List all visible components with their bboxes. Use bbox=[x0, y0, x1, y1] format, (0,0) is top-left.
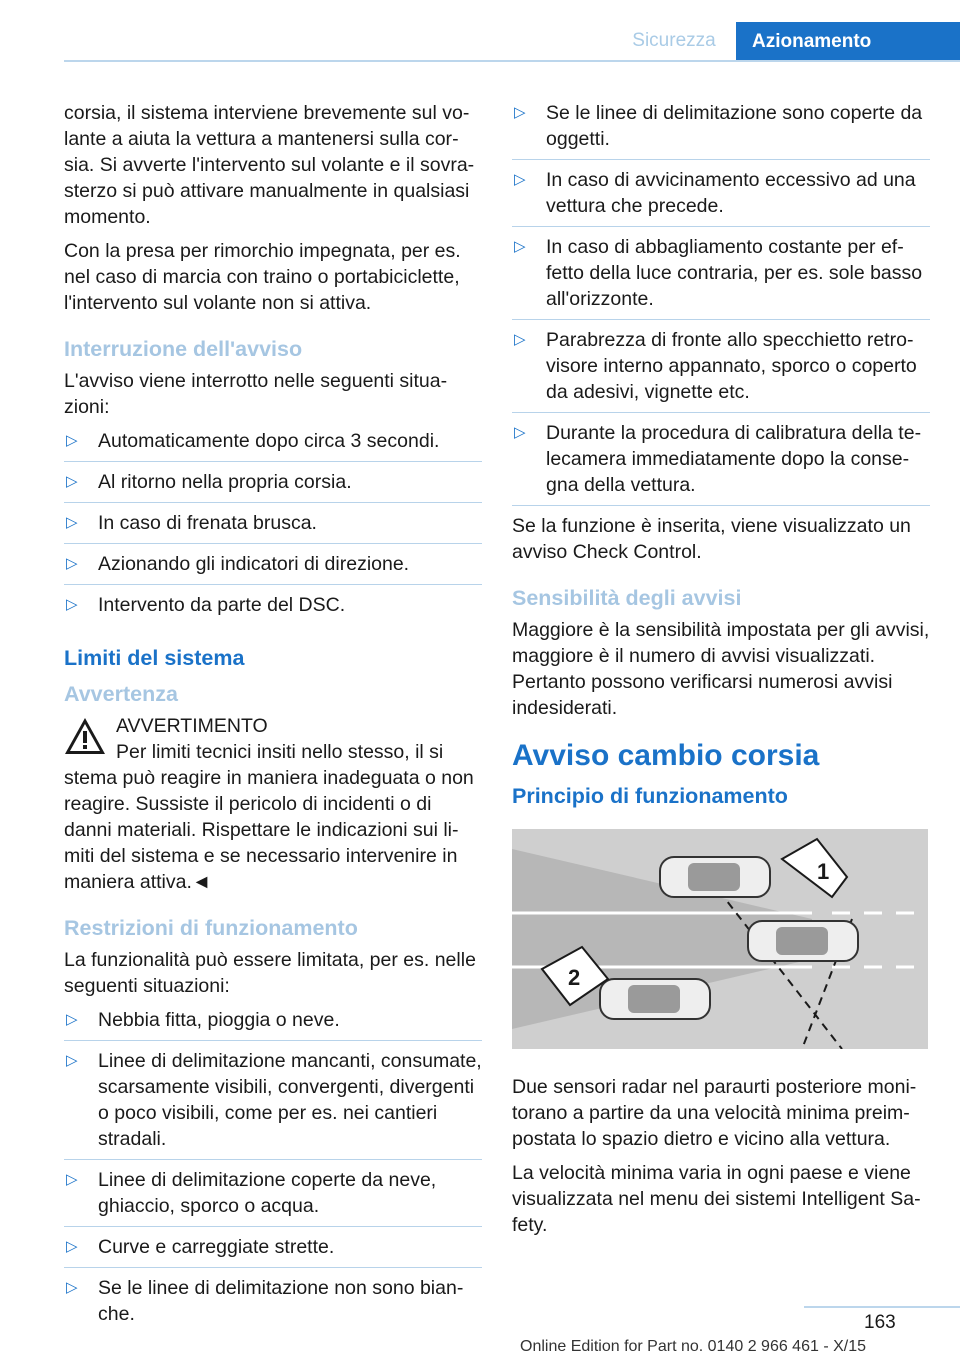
right-column bbox=[512, 100, 930, 1246]
heading-sensibilita: Sensibilità degli avvisi bbox=[512, 586, 742, 610]
paragraph: L'avviso viene interrotto nelle seguenti situazioni: bbox=[64, 370, 448, 418]
list-item: ▷ Curve e carreggiate strette. bbox=[64, 1234, 482, 1268]
heading-principio: Principio di funzionamento bbox=[512, 784, 788, 808]
list-item: ▷ Se le linee di delimitazione non sono bianche. bbox=[64, 1275, 482, 1334]
heading-interruzione: Interruzione dell'avviso bbox=[64, 337, 303, 361]
warning-box bbox=[64, 713, 482, 765]
car-icon bbox=[660, 857, 770, 897]
list-restrizioni bbox=[64, 1007, 482, 1334]
page-number: 163 bbox=[864, 1312, 896, 1333]
list-item: ▷ Nebbia fitta, pioggia o neve. bbox=[64, 1007, 482, 1041]
header-section: Sicurezza bbox=[632, 30, 716, 51]
list-item: ▷ Se le linee di delimitazione sono coperte da oggetti. bbox=[512, 100, 930, 160]
list-item: ▷ Linee di delimitazione mancanti, consumate, scarsamente visibili, convergenti, divergenti o poco visibili, come per es. nei cantieri stradali. bbox=[64, 1048, 482, 1160]
list-item: ▷ Linee di delimitazione coperte da neve, ghiaccio, sporco o acqua. bbox=[64, 1167, 482, 1227]
lane-change-diagram bbox=[512, 829, 928, 1049]
list-item: ▷ Al ritorno nella propria corsia. bbox=[64, 469, 482, 503]
paragraph: Con la presa per rimorchio impegnata, per es. nel caso di marcia con traino o portabiciclette, l'intervento sul volante non si attiva. bbox=[64, 240, 461, 314]
paragraph: La funzionalità può essere limitata, per es. nelle seguenti situazioni: bbox=[64, 949, 476, 997]
list-item: ▷ Durante la procedura di calibratura della telecamera immediatamente dopo la consegna della vettura. bbox=[512, 420, 930, 506]
left-column bbox=[64, 100, 482, 1341]
warning-text: stema può reagire in maniera inadeguata o non reagire. Sussiste il pericolo di incidenti o di danni materiali. Rispettare le indicazioni sui limiti del sistema e se necessario intervenire in maniera attiva.◄ bbox=[64, 767, 474, 893]
header-rule bbox=[64, 60, 960, 62]
heading-limiti: Limiti del sistema bbox=[64, 646, 245, 670]
diagram-label-2: 2 bbox=[568, 965, 581, 990]
warning-first-line: Per limiti tecnici insiti nello stesso, il si bbox=[116, 741, 444, 763]
list-item: ▷ In caso di abbagliamento costante per effetto della luce contraria, per es. sole basso all'orizzonte. bbox=[512, 234, 930, 320]
header-chapter: Azionamento bbox=[736, 22, 960, 62]
paragraph: Se la funzione è inserita, viene visualizzato un avviso Check Control. bbox=[512, 515, 911, 563]
heading-restrizioni: Restrizioni di funzionamento bbox=[64, 916, 358, 940]
car-icon bbox=[600, 979, 710, 1019]
list-interruzione bbox=[64, 428, 482, 625]
paragraph: corsia, il sistema interviene brevemente sul volante a aiuta la vettura a mantenersi sulla corsia. Si avverte l'intervento sul volante e il sovrasterzo si può attivare manualmente in qualsiasi momento. bbox=[64, 102, 475, 228]
list-item: ▷ Intervento da parte del DSC. bbox=[64, 592, 482, 625]
paragraph: Due sensori radar nel paraurti posteriore monitorano a partire da una velocità minima preimpostata lo spazio dietro e vicino alla vettura. bbox=[512, 1076, 917, 1150]
list-item: ▷ Automaticamente dopo circa 3 secondi. bbox=[64, 428, 482, 462]
car-icon bbox=[748, 921, 858, 961]
diagram-label-1: 1 bbox=[817, 859, 830, 884]
list-item: ▷ Parabrezza di fronte allo specchietto retrovisore interno appannato, sporco o coperto da adesivi, vignette etc. bbox=[512, 327, 930, 413]
footer-edition: Online Edition for Part no. 0140 2 966 461 - X/15 bbox=[520, 1338, 867, 1355]
warning-title: AVVERTIMENTO bbox=[116, 715, 268, 737]
list-item: ▷ Azionando gli indicatori di direzione. bbox=[64, 551, 482, 585]
footer-rule bbox=[804, 1306, 960, 1308]
list-restrizioni-cont bbox=[512, 100, 930, 506]
paragraph: La velocità minima varia in ogni paese e viene visualizzata nel menu dei sistemi Intelligent Safety. bbox=[512, 1162, 921, 1236]
list-item: ▷ In caso di frenata brusca. bbox=[64, 510, 482, 544]
heading-avvertenza: Avvertenza bbox=[64, 682, 178, 706]
paragraph: Maggiore è la sensibilità impostata per gli avvisi, maggiore è il numero di avvisi visualizzati. Pertanto possono verificarsi numerosi avvisi indesiderati. bbox=[512, 619, 930, 719]
list-item: ▷ In caso di avvicinamento eccessivo ad una vettura che precede. bbox=[512, 167, 930, 227]
heading-avviso-cambio-corsia: Avviso cambio corsia bbox=[512, 739, 820, 772]
warning-triangle-icon bbox=[64, 717, 106, 755]
